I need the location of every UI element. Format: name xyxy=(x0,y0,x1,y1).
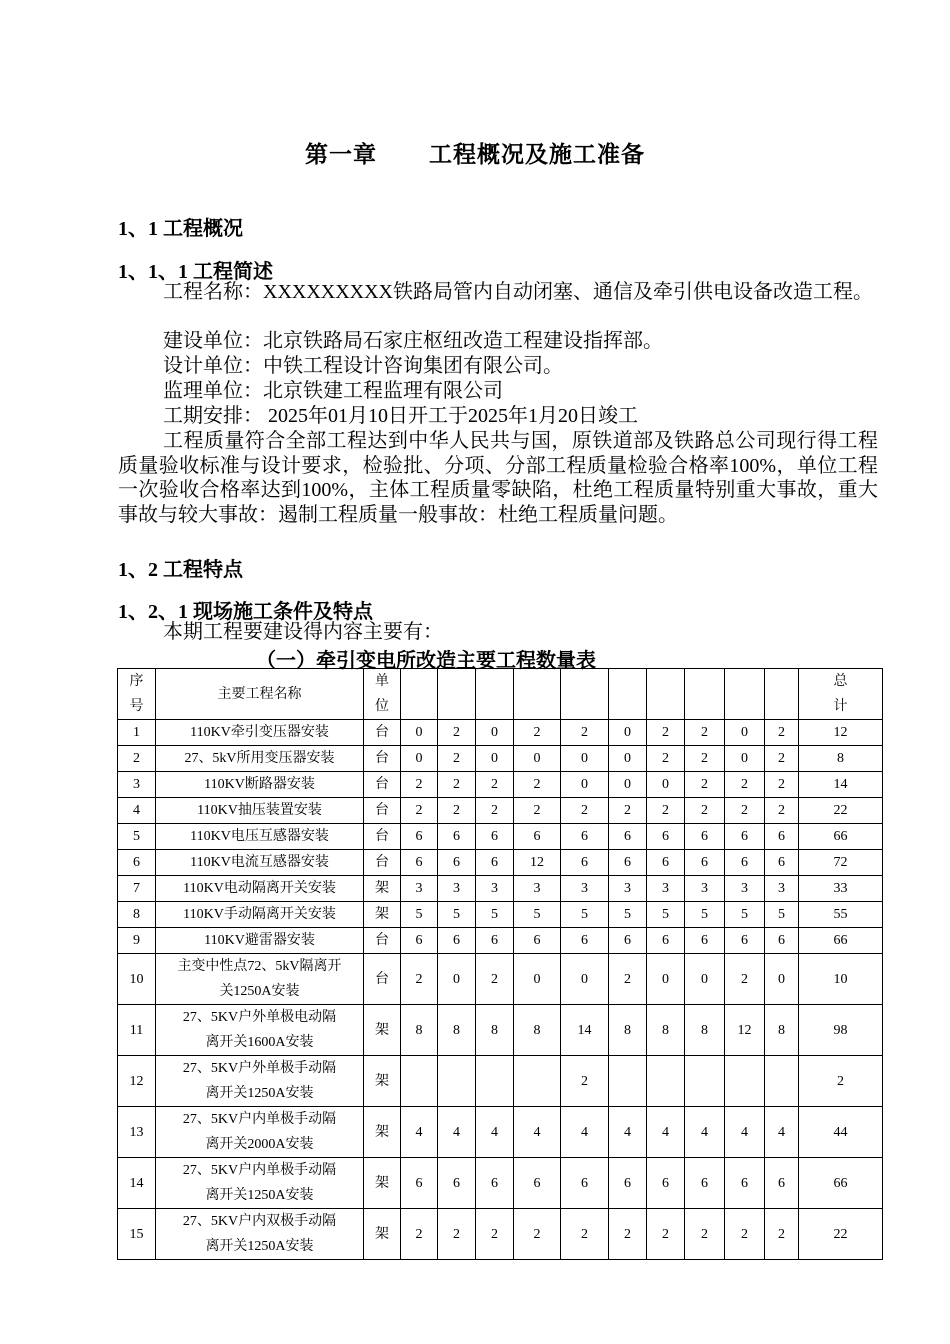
row-value-cell: 6 xyxy=(476,824,514,850)
section-heading-1-2: 1、2 工程特点 xyxy=(118,559,243,581)
row-value-cell: 12 xyxy=(725,1005,765,1056)
row-number: 5 xyxy=(118,824,156,850)
row-unit: 台 xyxy=(364,850,401,876)
row-value-cell: 5 xyxy=(647,902,685,928)
row-unit: 台 xyxy=(364,928,401,954)
row-item-name-line-2: 离开关1250A安装 xyxy=(205,1188,314,1203)
row-value-cell: 6 xyxy=(438,1158,476,1209)
row-unit: 架 xyxy=(364,1056,401,1107)
row-value-cell xyxy=(647,1056,685,1107)
row-value-cell: 6 xyxy=(685,850,725,876)
row-value-cell: 2 xyxy=(401,798,438,824)
row-value-cell: 2 xyxy=(476,1209,514,1260)
row-value-cell: 0 xyxy=(401,720,438,746)
row-value-cell: 6 xyxy=(725,824,765,850)
row-value-cell: 0 xyxy=(765,954,799,1005)
row-value-cell: 3 xyxy=(765,876,799,902)
row-value-cell: 4 xyxy=(765,1107,799,1158)
table-caption: （一）牵引变电所改造主要工程数量表 xyxy=(256,648,596,672)
header-blank xyxy=(609,669,647,720)
row-value-cell: 12 xyxy=(514,850,561,876)
row-value-cell: 2 xyxy=(514,1209,561,1260)
row-unit: 架 xyxy=(364,1209,401,1260)
row-value-cell: 2 xyxy=(765,720,799,746)
table-row xyxy=(118,824,883,850)
row-value-cell: 3 xyxy=(609,876,647,902)
row-value-cell: 3 xyxy=(514,876,561,902)
row-total: 8 xyxy=(799,746,883,772)
row-number: 9 xyxy=(118,928,156,954)
section-heading-1-1: 1、1 工程概况 xyxy=(118,218,243,240)
row-number: 14 xyxy=(118,1158,156,1209)
row-value-cell: 0 xyxy=(725,720,765,746)
row-item-name: 110KV抽压装置安装 xyxy=(156,798,364,824)
row-value-cell: 2 xyxy=(609,798,647,824)
row-number: 13 xyxy=(118,1107,156,1158)
row-value-cell: 3 xyxy=(647,876,685,902)
intro-paragraph: 本期工程要建设得内容主要有： xyxy=(163,621,443,643)
row-value-cell xyxy=(476,1056,514,1107)
row-unit: 台 xyxy=(364,954,401,1005)
row-value-cell: 5 xyxy=(514,902,561,928)
header-blank xyxy=(647,669,685,720)
row-value-cell: 2 xyxy=(647,720,685,746)
row-number: 1 xyxy=(118,720,156,746)
row-value-cell: 6 xyxy=(725,1158,765,1209)
row-value-cell xyxy=(609,1056,647,1107)
row-value-cell: 4 xyxy=(647,1107,685,1158)
quality-paragraph: 工程质量符合全部工程达到中华人民共与国，原铁道部及铁路总公司现行得工程质量验收标准与设计要求，检验批、分项、分部工程质量检验合格率100%，单位工程一次验收合格率达到100%，主体工程质量零缺陷，杜绝工程质量特别重大事故，重大事故与较大事故：遏制工程质量一般事故：杜绝工程质量问题。 xyxy=(118,430,878,526)
row-value-cell: 2 xyxy=(647,746,685,772)
row-value-cell: 6 xyxy=(438,928,476,954)
row-item-name-line-1: 27、5KV户外单极电动隔 xyxy=(182,1010,337,1025)
row-value-cell: 6 xyxy=(476,928,514,954)
row-number: 8 xyxy=(118,902,156,928)
row-value-cell: 3 xyxy=(561,876,609,902)
table-row xyxy=(118,954,883,1005)
row-unit: 台 xyxy=(364,824,401,850)
row-value-cell: 2 xyxy=(725,798,765,824)
row-total: 22 xyxy=(799,798,883,824)
row-value-cell: 6 xyxy=(609,824,647,850)
row-item-name-line-1: 27、5KV户内双极手动隔 xyxy=(182,1214,337,1229)
row-value-cell: 2 xyxy=(765,746,799,772)
row-value-cell: 8 xyxy=(685,1005,725,1056)
row-value-cell: 2 xyxy=(685,798,725,824)
row-value-cell: 0 xyxy=(476,746,514,772)
row-value-cell: 2 xyxy=(438,798,476,824)
row-value-cell xyxy=(514,1056,561,1107)
row-value-cell: 6 xyxy=(725,928,765,954)
row-item-name-line-2: 离开关1250A安装 xyxy=(205,1086,314,1101)
row-value-cell: 6 xyxy=(401,928,438,954)
row-value-cell: 5 xyxy=(685,902,725,928)
row-value-cell: 2 xyxy=(725,772,765,798)
row-value-cell: 0 xyxy=(561,954,609,1005)
row-total: 98 xyxy=(799,1005,883,1056)
row-item-name: 110KV避雷器安装 xyxy=(156,928,364,954)
table-row xyxy=(118,902,883,928)
row-item-name-line-2: 关1250A安装 xyxy=(219,984,300,999)
row-value-cell: 6 xyxy=(561,824,609,850)
row-value-cell: 6 xyxy=(561,1158,609,1209)
designer-paragraph: 设计单位：中铁工程设计咨询集团有限公司。 xyxy=(163,355,563,377)
row-value-cell: 6 xyxy=(401,850,438,876)
header-blank xyxy=(476,669,514,720)
table-row xyxy=(118,772,883,798)
row-value-cell: 6 xyxy=(647,850,685,876)
row-value-cell: 2 xyxy=(514,720,561,746)
row-value-cell: 4 xyxy=(561,1107,609,1158)
row-value-cell: 0 xyxy=(685,954,725,1005)
header-seq: 序 号 xyxy=(118,669,156,720)
row-value-cell: 6 xyxy=(514,928,561,954)
row-value-cell: 2 xyxy=(438,720,476,746)
row-item-name xyxy=(156,1056,364,1107)
row-item-name xyxy=(156,1209,364,1260)
row-item-name: 110KV牵引变压器安装 xyxy=(156,720,364,746)
row-value-cell: 6 xyxy=(765,824,799,850)
row-value-cell: 4 xyxy=(401,1107,438,1158)
row-value-cell: 5 xyxy=(765,902,799,928)
header-blank xyxy=(725,669,765,720)
row-value-cell: 6 xyxy=(609,928,647,954)
header-total: 总 计 xyxy=(799,669,883,720)
table-row xyxy=(118,1158,883,1209)
chapter-title xyxy=(0,136,950,169)
header-unit: 单 位 xyxy=(364,669,401,720)
row-item-name: 110KV电压互感器安装 xyxy=(156,824,364,850)
row-value-cell: 5 xyxy=(438,902,476,928)
row-number: 15 xyxy=(118,1209,156,1260)
row-item-name: 110KV电流互感器安装 xyxy=(156,850,364,876)
row-value-cell: 5 xyxy=(476,902,514,928)
row-value-cell: 3 xyxy=(476,876,514,902)
row-value-cell: 2 xyxy=(401,1209,438,1260)
row-value-cell: 5 xyxy=(561,902,609,928)
row-value-cell: 8 xyxy=(647,1005,685,1056)
row-value-cell: 6 xyxy=(685,824,725,850)
row-value-cell: 0 xyxy=(609,720,647,746)
row-total: 22 xyxy=(799,1209,883,1260)
row-value-cell: 6 xyxy=(647,928,685,954)
row-value-cell: 14 xyxy=(561,1005,609,1056)
row-item-name: 110KV断路器安装 xyxy=(156,772,364,798)
row-total: 33 xyxy=(799,876,883,902)
row-value-cell: 2 xyxy=(561,720,609,746)
row-number: 4 xyxy=(118,798,156,824)
row-value-cell xyxy=(725,1056,765,1107)
table-row xyxy=(118,1209,883,1260)
table-row xyxy=(118,798,883,824)
row-item-name xyxy=(156,1158,364,1209)
row-value-cell: 8 xyxy=(438,1005,476,1056)
row-value-cell xyxy=(765,1056,799,1107)
row-value-cell: 6 xyxy=(401,1158,438,1209)
row-value-cell: 8 xyxy=(765,1005,799,1056)
row-unit: 架 xyxy=(364,1158,401,1209)
row-value-cell: 6 xyxy=(765,1158,799,1209)
header-blank xyxy=(401,669,438,720)
row-value-cell: 8 xyxy=(609,1005,647,1056)
row-item-name xyxy=(156,954,364,1005)
project-name-paragraph: 工程名称：XXXXXXXXX铁路局管内自动闭塞、通信及牵引供电设备改造工程。 xyxy=(163,281,873,303)
row-value-cell: 6 xyxy=(514,824,561,850)
row-value-cell: 8 xyxy=(401,1005,438,1056)
row-value-cell: 2 xyxy=(561,798,609,824)
row-value-cell: 2 xyxy=(725,1209,765,1260)
row-value-cell: 4 xyxy=(476,1107,514,1158)
row-value-cell: 4 xyxy=(609,1107,647,1158)
chapter-number: 第一章 xyxy=(305,142,377,167)
row-value-cell: 6 xyxy=(609,850,647,876)
row-value-cell: 2 xyxy=(685,746,725,772)
row-total: 10 xyxy=(799,954,883,1005)
quantity-table xyxy=(117,668,883,1260)
row-item-name: 27、5kV所用变压器安装 xyxy=(156,746,364,772)
row-value-cell: 2 xyxy=(438,746,476,772)
row-total: 72 xyxy=(799,850,883,876)
header-blank xyxy=(765,669,799,720)
row-value-cell: 2 xyxy=(476,954,514,1005)
row-value-cell: 6 xyxy=(514,1158,561,1209)
row-value-cell: 5 xyxy=(401,902,438,928)
row-unit: 架 xyxy=(364,902,401,928)
table-row xyxy=(118,1005,883,1056)
row-value-cell: 6 xyxy=(476,850,514,876)
row-value-cell: 2 xyxy=(685,772,725,798)
row-number: 7 xyxy=(118,876,156,902)
row-value-cell: 4 xyxy=(685,1107,725,1158)
row-value-cell: 5 xyxy=(609,902,647,928)
table-row xyxy=(118,720,883,746)
row-unit: 架 xyxy=(364,1107,401,1158)
row-value-cell: 2 xyxy=(685,720,725,746)
row-value-cell: 0 xyxy=(561,746,609,772)
row-value-cell: 6 xyxy=(438,824,476,850)
row-value-cell: 2 xyxy=(561,1209,609,1260)
row-value-cell: 2 xyxy=(765,772,799,798)
row-total: 55 xyxy=(799,902,883,928)
schedule-paragraph: 工期安排： 2025年01月10日开工于2025年1月20日竣工 xyxy=(163,405,638,427)
row-value-cell: 6 xyxy=(561,850,609,876)
row-value-cell: 2 xyxy=(765,798,799,824)
row-value-cell: 2 xyxy=(438,772,476,798)
row-value-cell: 0 xyxy=(476,720,514,746)
row-total: 14 xyxy=(799,772,883,798)
row-value-cell: 6 xyxy=(647,824,685,850)
row-value-cell: 2 xyxy=(647,1209,685,1260)
row-value-cell: 8 xyxy=(514,1005,561,1056)
row-value-cell xyxy=(401,1056,438,1107)
row-value-cell: 0 xyxy=(561,772,609,798)
row-item-name-line-2: 离开关1250A安装 xyxy=(205,1239,314,1254)
row-total: 2 xyxy=(799,1056,883,1107)
header-blank xyxy=(514,669,561,720)
row-value-cell: 5 xyxy=(725,902,765,928)
row-value-cell: 3 xyxy=(438,876,476,902)
row-value-cell: 4 xyxy=(438,1107,476,1158)
row-item-name-line-1: 27、5KV户内单极手动隔 xyxy=(182,1163,337,1178)
header-blank xyxy=(438,669,476,720)
row-value-cell: 4 xyxy=(514,1107,561,1158)
row-value-cell: 3 xyxy=(685,876,725,902)
row-value-cell: 0 xyxy=(514,746,561,772)
row-item-name-line-2: 离开关2000A安装 xyxy=(205,1137,314,1152)
row-value-cell: 2 xyxy=(401,772,438,798)
row-total: 12 xyxy=(799,720,883,746)
row-value-cell: 6 xyxy=(609,1158,647,1209)
supervisor-paragraph: 监理单位：北京铁建工程监理有限公司 xyxy=(163,380,503,402)
row-value-cell: 0 xyxy=(514,954,561,1005)
row-value-cell: 6 xyxy=(561,928,609,954)
section-heading-1-2-1: 1、2、1 现场施工条件及特点 xyxy=(118,601,373,623)
row-item-name-line-1: 27、5KV户外单极手动隔 xyxy=(182,1061,337,1076)
row-value-cell: 2 xyxy=(609,1209,647,1260)
header-blank xyxy=(685,669,725,720)
row-value-cell: 0 xyxy=(725,746,765,772)
table-row xyxy=(118,876,883,902)
row-value-cell: 2 xyxy=(647,798,685,824)
row-total: 44 xyxy=(799,1107,883,1158)
row-value-cell: 3 xyxy=(725,876,765,902)
row-value-cell: 2 xyxy=(514,798,561,824)
table-row xyxy=(118,1107,883,1158)
row-unit: 台 xyxy=(364,772,401,798)
row-value-cell: 3 xyxy=(401,876,438,902)
table-row xyxy=(118,850,883,876)
header-name: 主要工程名称 xyxy=(156,669,364,720)
row-value-cell: 0 xyxy=(647,954,685,1005)
row-value-cell: 0 xyxy=(647,772,685,798)
row-unit: 台 xyxy=(364,720,401,746)
row-value-cell: 2 xyxy=(514,772,561,798)
row-number: 10 xyxy=(118,954,156,1005)
table-row xyxy=(118,746,883,772)
row-item-name: 110KV电动隔离开关安装 xyxy=(156,876,364,902)
row-value-cell: 0 xyxy=(609,772,647,798)
row-value-cell: 2 xyxy=(476,772,514,798)
row-value-cell: 0 xyxy=(438,954,476,1005)
row-value-cell: 2 xyxy=(476,798,514,824)
row-unit: 架 xyxy=(364,876,401,902)
section-heading-1-1-1: 1、1、1 工程简述 xyxy=(118,261,273,283)
row-value-cell: 2 xyxy=(765,1209,799,1260)
header-blank xyxy=(561,669,609,720)
row-value-cell: 6 xyxy=(765,928,799,954)
row-value-cell: 6 xyxy=(647,1158,685,1209)
row-value-cell: 6 xyxy=(725,850,765,876)
row-item-name-line-1: 主变中性点72、5kV隔离开 xyxy=(177,959,342,974)
row-total: 66 xyxy=(799,1158,883,1209)
row-unit: 台 xyxy=(364,798,401,824)
row-number: 6 xyxy=(118,850,156,876)
row-unit: 架 xyxy=(364,1005,401,1056)
table-header-row xyxy=(118,669,883,720)
row-value-cell: 0 xyxy=(401,746,438,772)
row-total: 66 xyxy=(799,928,883,954)
row-value-cell: 6 xyxy=(401,824,438,850)
row-item-name: 110KV手动隔离开关安装 xyxy=(156,902,364,928)
row-value-cell: 6 xyxy=(765,850,799,876)
row-number: 2 xyxy=(118,746,156,772)
row-value-cell: 6 xyxy=(685,1158,725,1209)
row-item-name-line-2: 离开关1600A安装 xyxy=(205,1035,314,1050)
table-row xyxy=(118,928,883,954)
row-value-cell: 8 xyxy=(476,1005,514,1056)
row-item-name-line-1: 27、5KV户内单极手动隔 xyxy=(182,1112,337,1127)
row-value-cell: 2 xyxy=(401,954,438,1005)
row-number: 11 xyxy=(118,1005,156,1056)
row-value-cell: 2 xyxy=(438,1209,476,1260)
builder-paragraph: 建设单位：北京铁路局石家庄枢纽改造工程建设指挥部。 xyxy=(163,330,663,352)
row-value-cell: 2 xyxy=(609,954,647,1005)
row-value-cell: 6 xyxy=(685,928,725,954)
row-unit: 台 xyxy=(364,746,401,772)
row-value-cell: 6 xyxy=(438,850,476,876)
row-value-cell: 2 xyxy=(685,1209,725,1260)
row-number: 3 xyxy=(118,772,156,798)
row-item-name xyxy=(156,1107,364,1158)
row-value-cell: 2 xyxy=(561,1056,609,1107)
row-total: 66 xyxy=(799,824,883,850)
row-value-cell: 2 xyxy=(725,954,765,1005)
row-value-cell: 4 xyxy=(725,1107,765,1158)
chapter-name: 工程概况及施工准备 xyxy=(429,142,645,167)
row-item-name xyxy=(156,1005,364,1056)
row-value-cell: 6 xyxy=(476,1158,514,1209)
row-value-cell xyxy=(438,1056,476,1107)
row-number: 12 xyxy=(118,1056,156,1107)
row-value-cell: 0 xyxy=(609,746,647,772)
row-value-cell xyxy=(685,1056,725,1107)
table-row xyxy=(118,1056,883,1107)
